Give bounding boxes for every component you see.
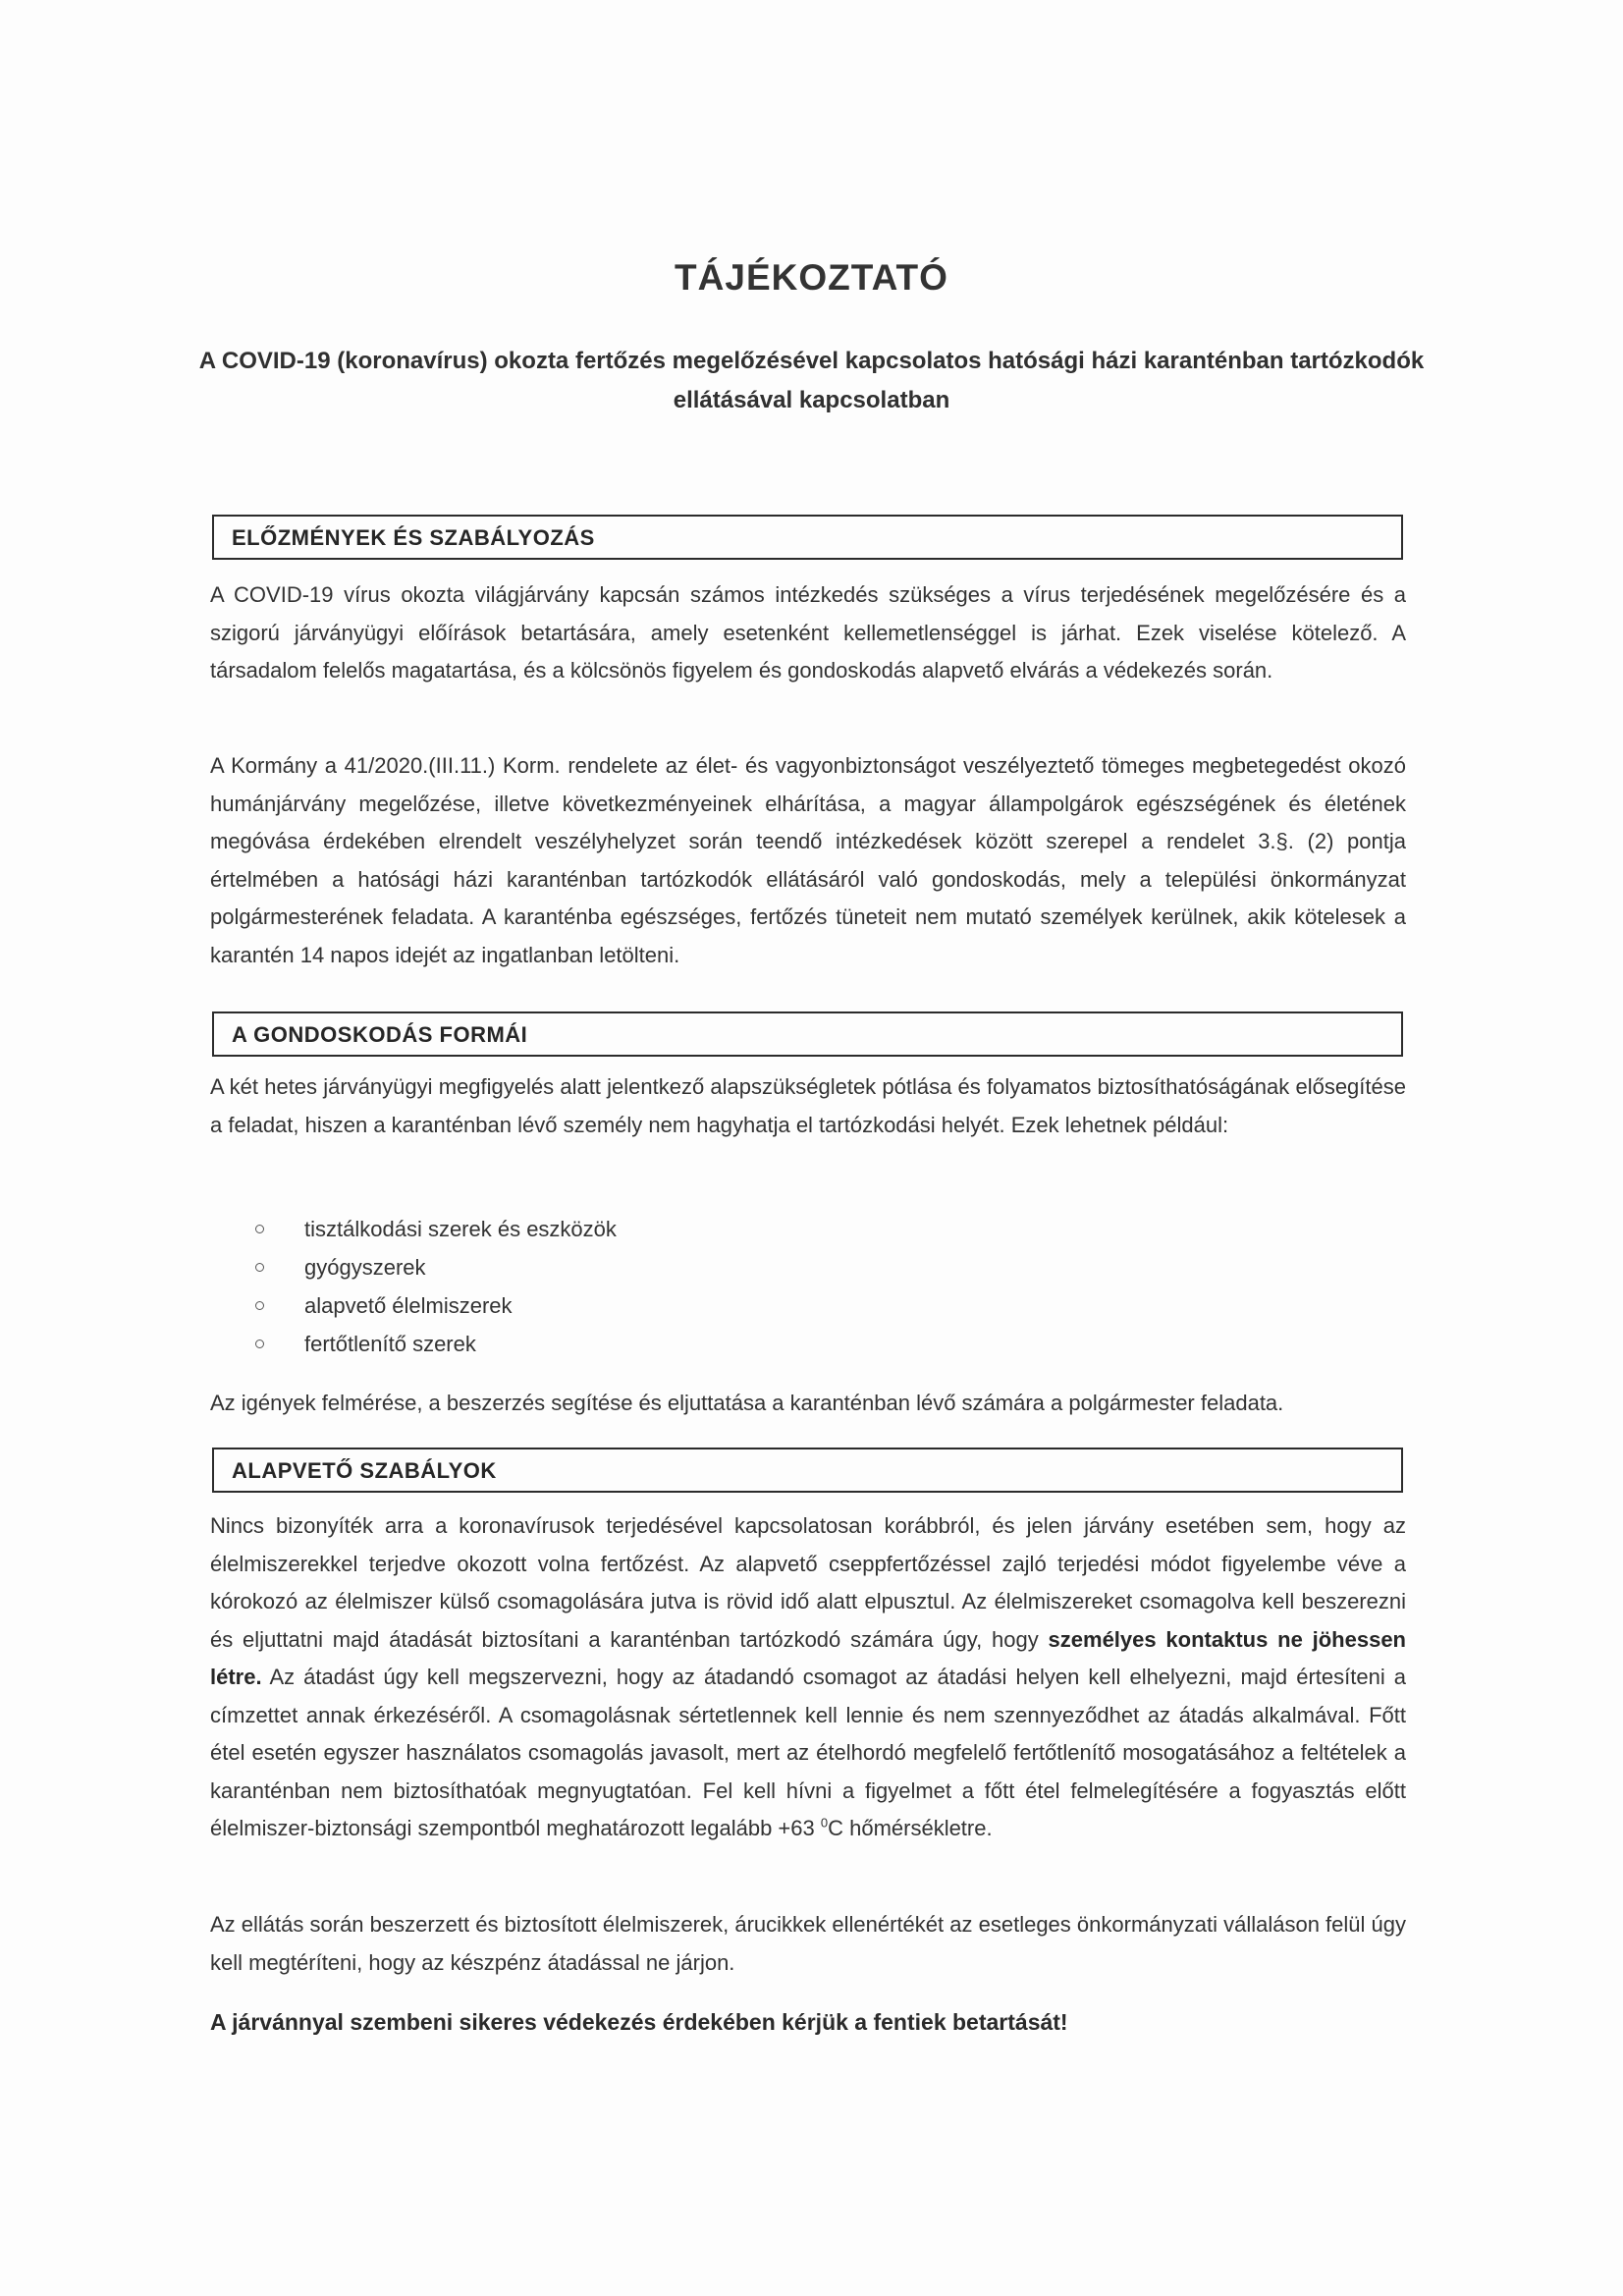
- bullet-circle-icon: [255, 1225, 264, 1233]
- section-heading-basic-rules: ALAPVETŐ SZABÁLYOK: [232, 1458, 497, 1483]
- list-item: gyógyszerek: [253, 1248, 617, 1286]
- bullet-circle-icon: [255, 1301, 264, 1310]
- bullet-circle-icon: [255, 1263, 264, 1272]
- paragraph-basic-rules: Nincs bizonyíték arra a koronavírusok terjedésével kapcsolatosan korábbról, és jelen járvány esetében sem, hogy az élelmiszerekkel terjedve okozott volna fertőzést. Az alapvető cseppfertőzéssel zajló terjedési módot figyelembe véve a kórokozó az élelmiszer külső csomagolására jutva is rövid idő alatt elpusztul. Az élelmiszereket csomagolva kell beszerezni és eljuttatni majd átadását biztosítani a karanténban tartózkodó számára úgy, hogy személyes kontaktus ne jöhessen létre. Az átadást úgy kell megszervezni, hogy az átadandó csomagot az átadási helyen kell elhelyezni, majd értesíteni a címzettet annak érkezéséről. A csomagolásnak sértetlennek kell lennie és nem szennyeződhet az átadás alkalmával. Főtt étel esetén egyszer használatos csomagolás javasolt, mert az ételhordó megfelelő fertőtlenítő mosogatásához a feltételek a karanténban nem biztosíthatóak megnyugtatóan. Fel kell hívni a figyelmet a főtt étel felmelegítésére a fogyasztás előtt élelmiszer-biztonsági szempontból meghatározott legalább +63 $^0$C hőmérsékletre.: [210, 1513, 1406, 1840]
- list-item: alapvető élelmiszerek: [253, 1286, 617, 1325]
- section-heading-history: ELŐZMÉNYEK ÉS SZABÁLYOZÁS: [232, 525, 595, 550]
- paragraph-regulation: A Kormány a 41/2020.(III.11.) Korm. rendelete az élet- és vagyonbiztonságot veszélyeztető tömeges megbetegedést okozó humánjárvány megelőzése, illetve következményeinek elhárítása, a magyar állampolgárok egészségének és életének megóvása érdekében elrendelt veszélyhelyzet során teendő intézkedések között szerepel a rendelet 3.§. (2) pontja értelmében a hatósági házi karanténban tartózkodók ellátásáról való gondoskodás, mely a települési önkormányzat polgármesterének feladata. A karanténba egészséges, fertőzés tüneteit nem mutató személyek kerülnek, akik kötelesek a karantén 14 napos idejét az ingatlanban letölteni.: [210, 753, 1406, 967]
- document-subtitle: A COVID-19 (koronavírus) okozta fertőzés megelőzésével kapcsolatos hatósági házi karanténban tartózkodók ellátásával kapcsolatban: [198, 348, 1425, 413]
- paragraph-payment: Az ellátás során beszerzett és biztosított élelmiszerek, árucikkek ellenértékét az esetleges önkormányzati vállaláson felül úgy kell megtéríteni, hogy az készpénz átadással ne járjon.: [210, 1912, 1406, 1975]
- document-title: TÁJÉKOZTATÓ: [675, 257, 948, 298]
- section-heading-box-history: [212, 515, 1403, 560]
- degree-superscript: 0: [820, 1815, 829, 1831]
- needs-list: [253, 1210, 617, 1363]
- bullet-circle-icon: [255, 1339, 264, 1348]
- paragraph-mayor-duty: Az igények felmérése, a beszerzés segítése és eljuttatása a karanténban lévő számára a polgármester feladata.: [210, 1391, 1284, 1415]
- paragraph-history-intro: A COVID-19 vírus okozta világjárvány kapcsán számos intézkedés szükséges a vírus terjedésének megelőzésére és a szigorú járványügyi előírások betartására, amely esetenként kellemetlenséggel is járhat. Ezek viselése kötelező. A társadalom felelős magatartása, és a kölcsönös figyelem és gondoskodás alapvető elvárás a védekezés során.: [210, 582, 1406, 683]
- list-item: tisztálkodási szerek és eszközök: [253, 1210, 617, 1248]
- closing-statement: A járvánnyal szembeni sikeres védekezés érdekében kérjük a fentiek betartását!: [210, 2009, 1068, 2035]
- section-heading-box-care-forms: [212, 1011, 1403, 1057]
- list-item: fertőtlenítő szerek: [253, 1325, 617, 1363]
- section-heading-box-basic-rules: [212, 1448, 1403, 1493]
- section-heading-care-forms: A GONDOSKODÁS FORMÁI: [232, 1022, 528, 1047]
- emphasis-no-contact: személyes kontaktus ne jöhessen létre.: [210, 1626, 1406, 1689]
- paragraph-care-forms: A két hetes járványügyi megfigyelés alatt jelentkező alapszükségletek pótlása és folyamatos biztosíthatóságának elősegítése a feladat, hiszen a karanténban lévő személy nem hagyhatja el tartózkodási helyét. Ezek lehetnek például:: [210, 1074, 1406, 1137]
